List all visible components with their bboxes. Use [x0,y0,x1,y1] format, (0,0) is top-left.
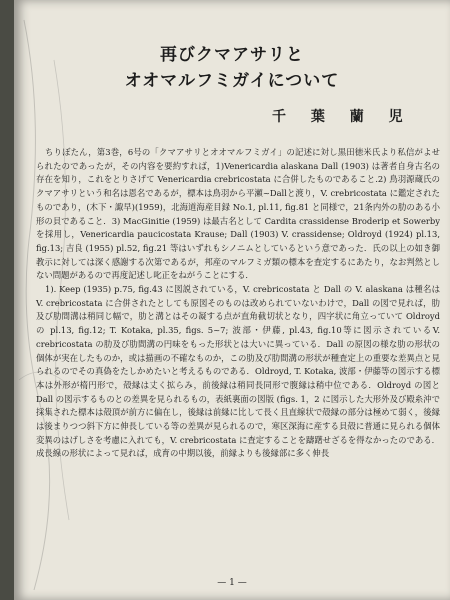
article-title-line-2: オオマルフミガイについて [124,71,340,91]
body-paragraph-1: ちりぼたん，第3巻，6号の「クマアサリとオオマルフミガイ」の記述に対し黒田徳米氏より私信がよせられたのであったが，その内容を要約すれば，1)Venericardia alaskana Dall (1903) は著者自身古名の存在を知り，これをとりさげて Venericardia crebricostata に合併したものであること.2) 鳥羽源蔵氏のクマアサリという和名は恩名であるが，標本は鳥羽から平瀬~Dallと渡り，V. crebricostata に鑑定されたものであり，(木下・諏早)(1959)，北海道海産目録 No.1, pl.11, fig.81 と同様で，21条内外の肋のある小形の貝であること．3) MacGinitie (1959) は最古名として Cardita crassidense Broderip et Sowerby を採用し，Venericardia paucicostata Krause; Dall (1903) V. crassidense; Oldroyd (1924) pl.13, fig.13; 吉良 (1955) pl.52, fig.21 等はいずれもシノニムとしているという意であった．氏の以上の如き御教示に対しては深く感謝する次第であるが，邦産のマルフミガ類の標本を査定するにあたり，なお判然としない問題があるので再度記述し叱正をねがうことにする． [36,147,440,281]
article-body [36,146,440,461]
document-page [14,0,450,600]
article-title-line-1: 再びクマアサリと [160,45,304,65]
article-author: 千 葉 蘭 児 [272,109,413,125]
page-number: — 1 — [217,578,247,588]
body-paragraph-2: 1). Keep (1935) p.75, fig.43 に図説されている，V. crebricostata と Dall の V. alaskana は種名はV. crebricostata に合併されたとしても原図そのものは改められていないわけで，Dall の図で見れば，肋及び肋間溝は稍同じ幅で，肋と溝とはその凝する点が直角截切状となり，四字状に角立っていて Oldroyd の pl.13, fig.12; T. Kotaka, pl.35, figs. 5~7; 波部・伊藤, pl.43, fig.10等に図示されているV. crebricostata の肋及び肋間溝の円味をもった形状とは大いに異っている．Dall の原図の様な肋の形状の個体が実在したものか，或は描画の不確なものか，この肋及び肋間溝の形状が種査定上の重要な差異点と見られるのでその真偽をたしかめたいと考えるものである．Oldroyd, T. Kotaka, 波部・伊藤等の図示する標本は外形が楕円形で，殻縁は丈く拡らみ，前後縁は稍同長同形で腹縁は稍中位である．Oldroyd の図と Dall の図示するものとの差異を見られるもの，表紙裏面の図版 (figs. 1，2 に図示した大形外及び殿糸沖で採集された標本は殻頂が前方に偏在し，後縁は前縁に比して長く且直線状で殻縁の部分は極めて弱く，後縁は後まりつつ斜下方に伸長している等の差異が見られるので，寒区深海に産する貝殻に普通に見られる個体変異のはげしさを考慮に入れても，V. crebricostata に査定することを躊躇せざるを得なかったのである．成長線の形状によって見れば，成育の中期以後，前縁よりも後縁部に多く伸長 [36,284,441,459]
